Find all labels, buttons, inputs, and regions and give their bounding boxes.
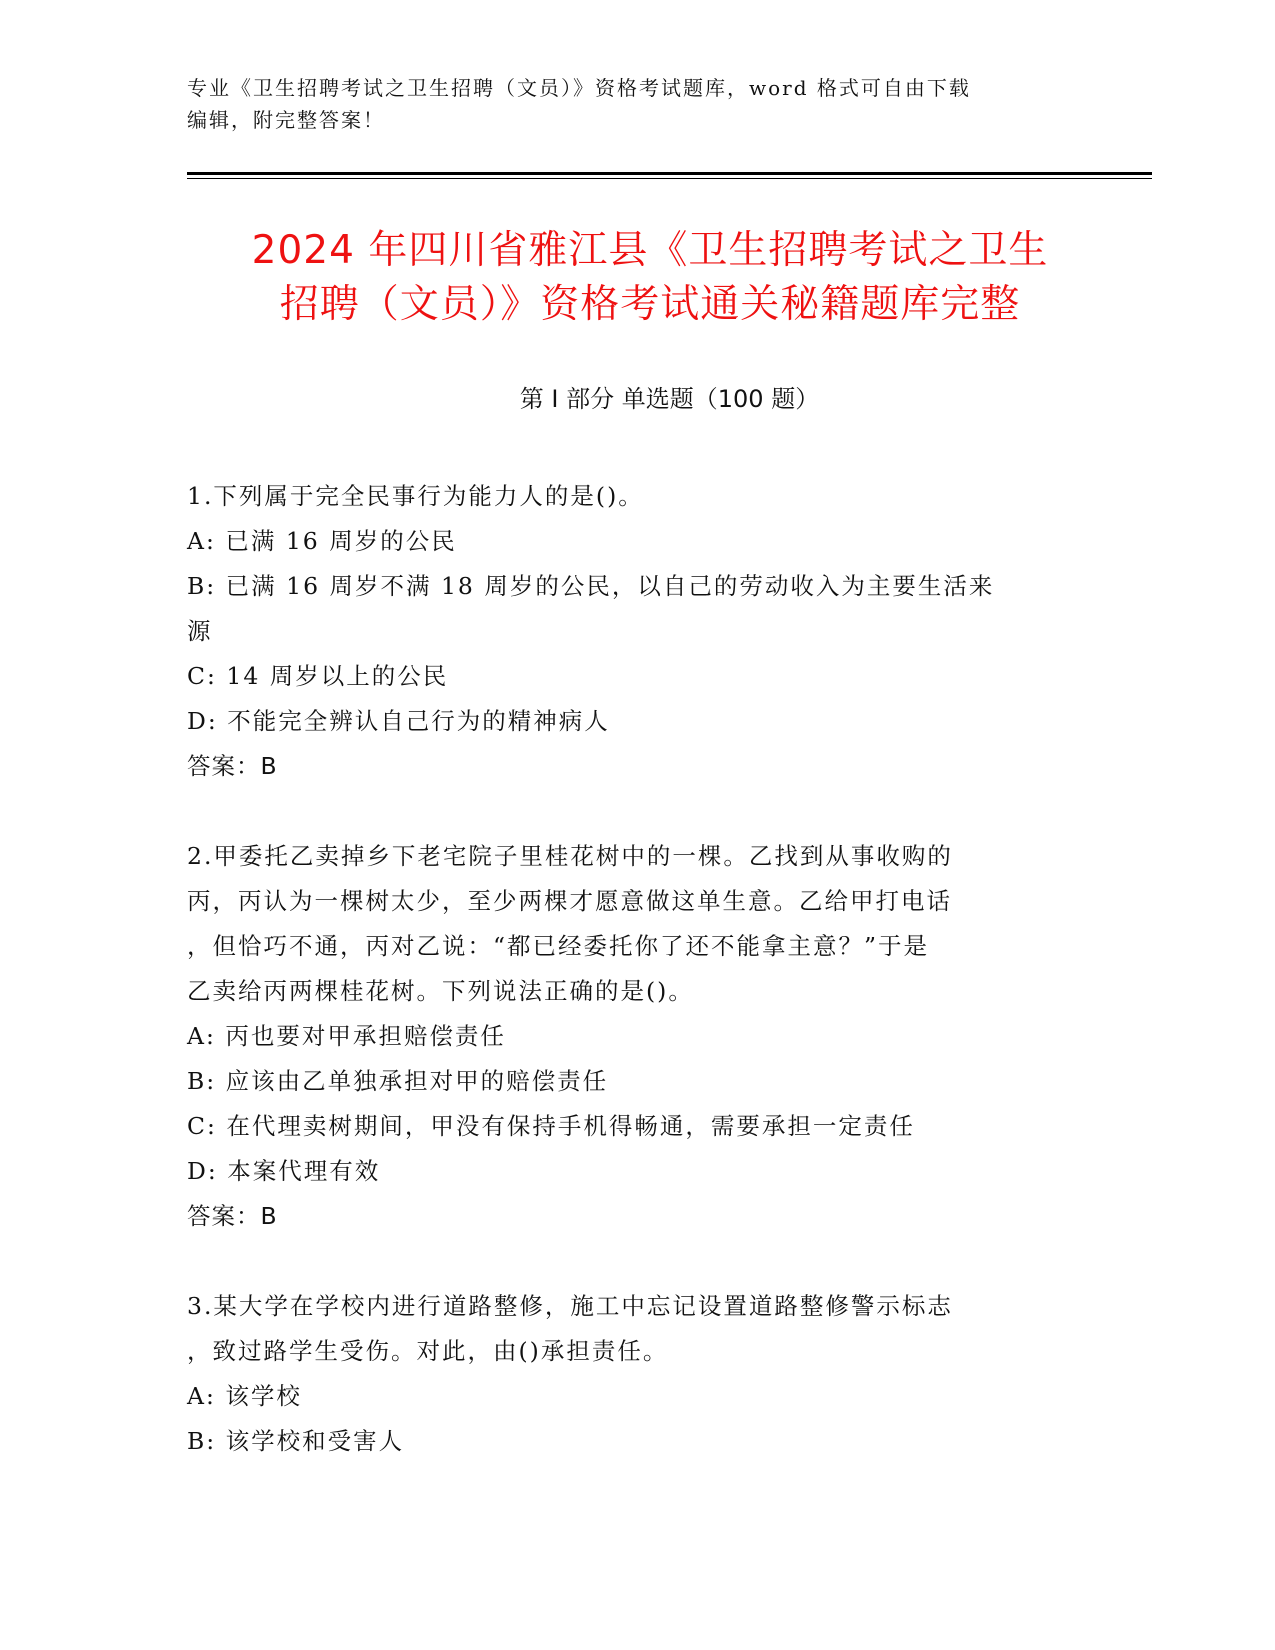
header-note-line: 编辑，附完整答案！ bbox=[187, 108, 385, 132]
answer-option-line: B: 该学校和受害人 bbox=[187, 1427, 405, 1455]
question-stem-line: 1.下列属于完全民事行为能力人的是()。 bbox=[187, 482, 644, 510]
question-block bbox=[187, 474, 1087, 789]
question-stem-line: 丙，丙认为一棵树太少，至少两棵才愿意做这单生意。乙给甲打电话 bbox=[187, 887, 952, 915]
header-note bbox=[187, 72, 1067, 136]
question-stem-line: 3.某大学在学校内进行道路整修，施工中忘记设置道路整修警示标志 bbox=[187, 1292, 953, 1320]
header-note-line: 专业《卫生招聘考试之卫生招聘（文员）》资格考试题库，word 格式可自由下载 bbox=[187, 76, 971, 100]
answer-option-line: C: 在代理卖树期间，甲没有保持手机得畅通，需要承担一定责任 bbox=[187, 1112, 915, 1140]
question-list bbox=[187, 474, 1087, 1509]
answer-option-line: B: 应该由乙单独承担对甲的赔偿责任 bbox=[187, 1067, 609, 1095]
question-stem-line: 2.甲委托乙卖掉乡下老宅院子里桂花树中的一棵。乙找到从事收购的 bbox=[187, 842, 953, 870]
answer-key: 答案：B bbox=[187, 752, 278, 780]
answer-option-line: A: 丙也要对甲承担赔偿责任 bbox=[187, 1022, 506, 1050]
answer-key: 答案：B bbox=[187, 1202, 278, 1230]
document-title-line: 2024 年四川省雅江县《卫生招聘考试之卫生 bbox=[251, 228, 1049, 273]
question-stem-line: ，但恰巧不通，丙对乙说：“都已经委托你了还不能拿主意？”于是 bbox=[187, 932, 930, 960]
answer-option-line: A: 该学校 bbox=[187, 1382, 302, 1410]
header-divider-thin bbox=[187, 178, 1152, 179]
header-divider-thick bbox=[187, 172, 1152, 175]
answer-option-line: B: 已满 16 周岁不满 18 周岁的公民，以自己的劳动收入为主要生活来 bbox=[187, 572, 995, 600]
document-title-line: 招聘（文员）》资格考试通关秘籍题库完整 bbox=[279, 282, 1021, 327]
document-title bbox=[160, 224, 1140, 332]
answer-option-line: C: 14 周岁以上的公民 bbox=[187, 662, 449, 690]
answer-option-line: D: 本案代理有效 bbox=[187, 1157, 381, 1185]
answer-option-line: A: 已满 16 周岁的公民 bbox=[187, 527, 457, 555]
answer-option-line: D: 不能完全辨认自己行为的精神病人 bbox=[187, 707, 610, 735]
question-stem-line: ，致过路学生受伤。对此，由()承担责任。 bbox=[187, 1337, 669, 1365]
question-block bbox=[187, 1284, 1087, 1464]
section-heading: 第 I 部分 单选题（100 题） bbox=[519, 385, 820, 413]
question-block bbox=[187, 834, 1087, 1239]
question-stem-line: 乙卖给丙两棵桂花树。下列说法正确的是()。 bbox=[187, 977, 694, 1005]
answer-option-line: 源 bbox=[187, 617, 213, 645]
